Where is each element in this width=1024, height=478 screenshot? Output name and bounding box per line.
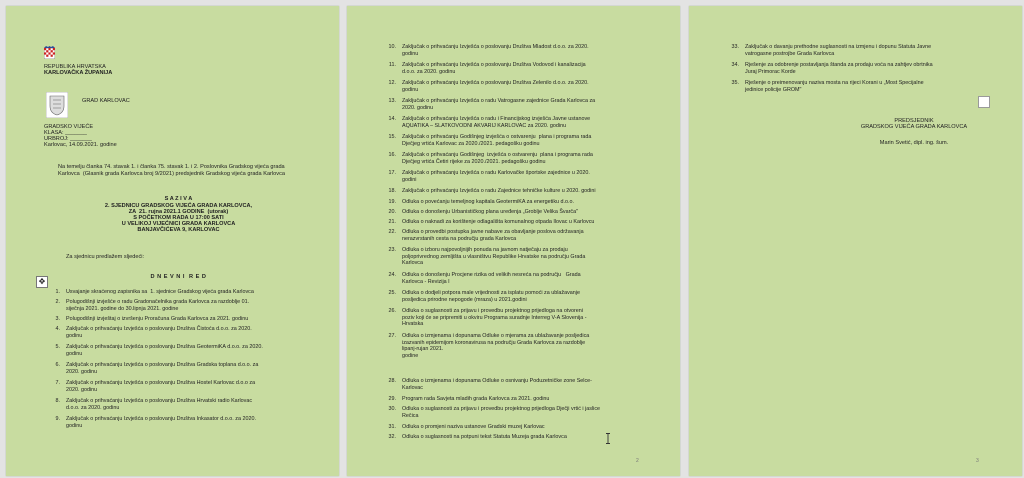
propose-text: Za sjednicu predlažem sljedeći: (66, 254, 145, 260)
saziva-title: S A Z I V A (164, 196, 193, 202)
session-line-2: ZA 21. rujna 2021.1 GODINE (utorak) (128, 209, 229, 215)
document-page-3: 33. Zaključak o davanju prethodne suglasnosti na izmjenu i dopunu Statuta Javne vatrogasne postrojbe Grada Karlovca 34. Rješenje za odobrenje postavljanja štanda za prodaju voća na zahtjev obrtnika Juraj Primorac Korde 35. Rješenje o preimenovanju naziva mosta na rijeci Korani u „Most Specijalne jedinice policije GROM" PREDSJEDNIK GRADSKOG VIJEĆA GRADA KARLOVCA Marin Svetić, dipl. ing. šum. 3 (689, 6, 1022, 476)
city-name: GRAD KARLOVAC (82, 98, 130, 104)
session-line-1: 2. SJEDNICU GRADSKOG VIJEĆA GRADA KARLOVCA, (104, 203, 253, 209)
document-date: Karlovac, 14.09.2021. godine (44, 142, 117, 148)
document-page-1: REPUBLIKA HRVATSKA KARLOVAČKA ŽUPANIJA GRAD KARLOVAC GRADSKO VIJEĆE KLASA: _______ URBROJ: _______ Karlovac, 14.09.2021. godine Na temelju članka 74. stavak 1. i članka 75. stavak 1. i 2. Poslovnika Gradskog vijeća grada Karlovca (Glasnik grada Karlovca broj 9/2021) predsjednik Gradskog vijeća grada Karlovca S A Z I V A 2. SJEDNICU GRADSKOG VIJEĆA GRADA KARLOVCA, ZA 21. rujna 2021.1 GODINE (utorak) S POČETKOM RADA U 17:00 SATI U VELIKOJ VIJEĆNICI GRADA KARLOVCA BANJAVČIĆEVA 9, KARLOVAC Za sjednicu predlažem sljedeći: D N E V N I R E D ✥ 1. Usvajanje skraćenog zapisnika sa 1. sjednice Gradskog vijeća grada Karlovca 2. Polugodišnji izvješće o radu Gradonačelnika grada Karlovca za razdoblje 01. siječnja 2021. godine do 30.lipnja 2021. godine 3. Polugodišnji izvještaj o izvršenju Proračuna Grada Karlovca za 2021. godinu 4. Zaključak o prihvaćanju Izvješća o poslovanju Društva Čistoća d.o.o. za 2020. godinu 5. Zaključak o prihvaćanju Izvješća o poslovanju Društva GeotermiKA d.o.o. za 2020. godinu 6. Zaključak o prihvaćanju Izvješća o poslovanju Društva Gradska toplana d.o.o. za 2020. godinu 7. Zaključak o prihvaćanju Izvješća o poslovanju Društva Hostel Karlovac d.o.o za 2020. godinu 8. Zaključak o prihvaćanju Izvješća o poslovanju Društva Hrvatski radio Karlovac d.o.o. za 2020. godinu 9. Zaključak o prihvaćanju Izvješća o poslovanju Društva Inkasator d.o.o. za 2020. godinu (6, 6, 339, 476)
croatian-coat-of-arms-icon (44, 46, 55, 59)
klasa-field: KLASA: _______ (44, 130, 87, 136)
layout-options-box[interactable] (978, 96, 990, 108)
page-number: 2 (636, 458, 639, 464)
text-cursor-icon (605, 433, 611, 444)
urbroj-field: URBROJ: _______ (44, 136, 92, 142)
signature-name: Marin Svetić, dipl. ing. šum. (879, 140, 949, 146)
page-number: 3 (976, 458, 979, 464)
county-name: KARLOVAČKA ŽUPANIJA (44, 70, 113, 76)
document-page-2: 10. Zaključak o prihvaćanju Izvješća o poslovanju Društva Mladost d.o.o. za 2020. godinu 11. Zaključak o prihvaćanju Izvješća o poslovanju Društva Vodovod i kanalizacija d.o.o. za 2020. godinu 12. Zaključak o prihvaćanju Izvješća o poslovanju Društva Zelenilo d.o.o. za 2020. godinu 13. Zaključak o prihvaćanju Izvješća o radu Vatrogasne zajednice Grada Karlovca za 2020. godinu 14. Zaključak o prihvaćanju Izvješća o radu i Financijskog izvješća Javne ustanove AQUATIKA – SLATKOVODNI AKVARIJ KARLOVAC za 2020. godinu 15. Zaključak o prihvaćanju Godišnjeg izvješća o ostvarenju plana i programa rada Dječjeg vrtića Karlovac za 2020./2021. pedagošku godinu 16. Zaključak o prihvaćanju Godišnjeg izvješća o ostvarenju plana i programa rada Dječjeg vrtića Četiri rijeke za 2020./2021. pedagošku godinu 17. Zaključak o prihvaćanju Izvješća o radu Karlovačke športske zajednice u 2020. godini 18. Zaključak o prihvaćanju Izvješća o radu Zajednice tehničke kulture u 2020. godini 19. Odluka o povećanju temeljnog kapitala GeotermiKA za energetiku d.o.o. 20. Odluka o donošenju Urbanističkog plana uređenja „Groblje Velika Švarča" 21. Odluka o naknadi za korištenje odlagališta komunalnog otpada Ilovac u Karlovcu 22. Odluka o provedbi postupka javne nabave za obavljanje poslova održavanja nerazvrstanih cesta na području grada Karlovca 23. Odluka o izboru najpovoljnijih ponuda na javnom natječaju za prodaju poljoprivrednog zemljišta u vlasništvu Republike Hrvatske na području Grada Karlovca 24. Odluka o donošenju Procjene rizika od velikih nesreća na području Grada Karlovca - Revizija I 25. Odluka o dodjeli potpora male vrijednosti za isplatu pomoći za ublažavanje posljedica prirodne nepogode (mraza) u 2021.godini 26. Odluka o suglasnosti za prijavu i provedbu projektnog prijedloga na otvoreni poziv koji će se pripremiti u okviru Programa suradnje Interreg V-A Slovenija - Hrvatska 27. Odluka o izmjenama i dopunama Odluke o mjerama za ublažavanje posljedica izazvanih epidemijom koronavirusa na području Grada Karlovca za razdoblje lipanj-rujan 2021. godine 28. Odluka o izmjenama i dopunama Odluke o osnivanju Poduzetničke zone Selce- Karlovac 29. Program rada Savjeta mladih grada Karlovca za 2021. godinu 30. Odluka o suglasnosti za prijavu i provedbu projektnog prijedloga Dječji vrtić i jaslice Rečica 31. Odluka o promjeni naziva ustanove Gradski muzej Karlovac 32. Odluka o suglasnosti na potpuni tekst Statuta Muzeja grada Karlovca 2 (347, 6, 680, 476)
country-name: REPUBLIKA HRVATSKA (44, 64, 106, 70)
session-line-3: S POČETKOM RADA U 17:00 SATI (133, 215, 224, 221)
table-move-handle-icon[interactable]: ✥ (36, 276, 48, 288)
session-line-4: U VELIKOJ VIJEĆNICI GRADA KARLOVCA (121, 221, 236, 227)
karlovac-coat-of-arms-icon (46, 92, 68, 118)
signature-title-1: PREDSJEDNIK (894, 118, 934, 124)
intro-paragraph: Na temelju članka 74. stavak 1. i članka 75. stavak 1. i 2. Poslovnika Gradskog vijeća grada Karlovca (Glasnik grada Karlovca broj 9/2021) predsjednik Gradskog vijeća grada Karlovca (58, 164, 287, 177)
agenda-title: D N E V N I R E D (150, 274, 207, 280)
council-name: GRADSKO VIJEĆE (44, 124, 94, 130)
session-line-5: BANJAVČIĆEVA 9, KARLOVAC (137, 227, 220, 233)
signature-title-2: GRADSKOG VIJEĆA GRADA KARLOVCA (860, 124, 968, 130)
